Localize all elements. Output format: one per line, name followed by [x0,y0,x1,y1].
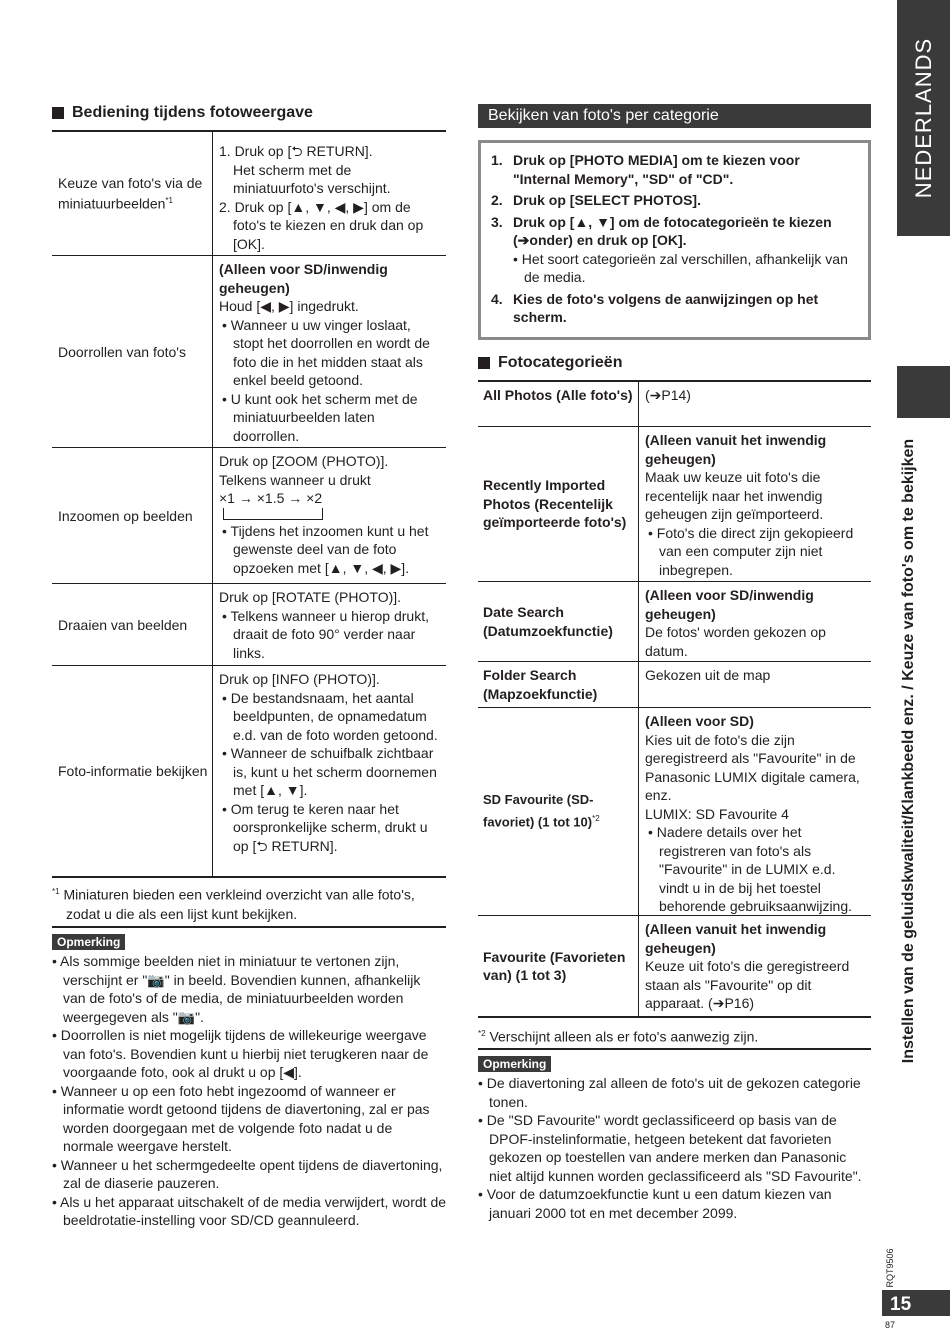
row-label: Keuze van foto's via de miniatuurbeelden$^{*1}$ [58,175,203,212]
model-code: RQT9506 [885,1248,895,1288]
chapter-title: Instellen van de geluidskwaliteit/Klankbeeld enz. / Keuze van foto's om te bekijken [900,438,917,1064]
list-item: • Wanneer u op een foto hebt ingezoomd of wanneer er informatie wordt getoond tijdens de diavertoning, zal er pas worden doorgegaan met de volgende foto nadat u de normale weergave herstelt. [52,1082,430,1154]
step-item: 4. Kies de foto's volgens de aanwijzingen op het scherm. [491,290,819,325]
zoom-sequence: ×1 → ×1.5 → ×2 [219,490,323,506]
table-row: Draaien van beelden Druk op [ROTATE (PHOTO)]. • Telkens wanneer u hierop drukt, draait de foto 90° verder naar links. [52,584,446,666]
step-item: 1. Druk op [PHOTO MEDIA] om te kiezen voor "Internal Memory", "SD" of "CD". [491,152,800,187]
row-label: Foto-informatie bekijken [58,763,208,779]
left-notes [52,952,446,1230]
left-heading: Bediening tijdens fotoweergave [52,104,313,122]
category-table [478,380,871,1018]
list-item: • Als u het apparaat uitschakelt of de media verwijdert, wordt de beeldrotatie-instelling voor SD/CD geannuleerd. [52,1193,447,1228]
square-bullet-icon [52,107,64,119]
footnote-2: $^{*2}$ Verschijnt alleen als er foto's aanwezig zijn. [478,1028,759,1045]
language-label: NEDERLANDS [910,37,936,199]
section-bar: Bekijken van foto's per categorie [478,104,871,128]
table-row: All Photos (Alle foto's) (➔P14) [478,382,871,427]
note-label: Opmerking [52,934,125,950]
category-heading: Fotocategorieën [478,354,622,372]
list-item: • De diavertoning zal alleen de foto's uit de gekozen categorie tonen. [478,1075,861,1110]
step-item: 2. Druk op [SELECT PHOTOS]. [491,192,701,208]
right-notes [478,1074,871,1222]
operation-table [52,130,446,878]
list-item: • Wanneer u het schermgedeelte opent tijdens de diavertoning, zal de diaserie pauzeren. [52,1156,443,1191]
row-label: Draaien van beelden [58,616,188,633]
table-row: Favourite (Favorieten van) (1 tot 3) (Alleen vanuit het inwendig geheugen) Keuze uit foto's die geregistreerd staan als "Favourite" op dit apparaat. (➔P16) [478,916,871,1018]
page-sub-number: 87 [885,1320,896,1330]
table-row: Doorrollen van foto's (Alleen voor SD/inwendig geheugen) Houd [◀, ▶] ingedrukt. • Wanneer u uw vinger loslaat, stopt het doorrollen en wordt de foto die in het midden staat als enkel beeld getoond. • U kunt ook het scherm met de miniatuurbeelden laten doorrollen. [52,256,446,448]
list-item: • Doorrollen is niet mogelijk tijdens de willekeurige weergave van foto's. Bovendien kunt u hierbij niet terugkeren naar de voorgaande foto, ook al drukt u op [◀]. [52,1027,429,1080]
table-row: Keuze van foto's via de miniatuurbeelden$^{*1}$ 1. Druk op [⮌ RETURN]. Het scherm met de miniatuurfoto's verschijnt. 2. Druk op [▲, ▼, ◀, ▶] om de foto's te kiezen en druk dan op [OK]. [52,132,446,256]
square-bullet-icon [478,357,490,369]
divider [52,926,446,928]
table-row: SD Favourite (SD-favoriet) (1 tot 10)$^{*2}$ (Alleen voor SD) Kies uit de foto's die zijn geregistreerd als "Favourite" in de Panasonic LUMIX digitale camera, enz. LUMIX: SD Favourite 4 • Nadere details over het registreren van foto's als "Favourite" in de LUMIX e.d. vindt u in de bij het toestel behorende gebruiksaanwijzing. [478,708,871,916]
table-row: Date Search (Datumzoekfunctie) (Alleen voor SD/inwendig geheugen) De fotos' worden gekozen op datum. [478,582,871,662]
list-item: • De "SD Favourite" wordt geclassificeerd op basis van de DPOF-instelinformatie, hetgeen betekent dat favorieten gekozen op toestellen van andere merken dan Panasonic niet altijd kunnen worden geclassificeerd als "SD Favourite". [478,1112,862,1184]
zoom-loop-arrow-icon [223,508,323,520]
divider [478,1048,871,1050]
step-item: 3. Druk op [▲, ▼] om de fotocategorieën te kiezen (➔onder) en druk op [OK]. • Het soort categorieën zal verschillen, afhankelijk van de media. [491,213,848,285]
page-number: 15 [882,1290,950,1316]
row-label: Doorrollen van foto's [58,343,186,360]
footnote-1: $^{*1}$ Miniaturen bieden een verkleind overzicht van alle foto's, zodat u die als een lijst kunt bekijken. [52,886,415,922]
table-row: Recently Imported Photos (Recentelijk geïmporteerde foto's) (Alleen vanuit het inwendig geheugen) Maak uw keuze uit foto's die recentelijk naar het inwendig geheugen zijn geïmporteerd. • Foto's die direct zijn gekopieerd van een computer zijn niet inbegrepen. [478,427,871,582]
list-item: • Als sommige beelden niet in miniatuur te vertonen zijn, verschijnt er "📷" in beeld. Bovendien kunnen, afhankelijk van de foto's of de media, de miniatuurbeelden worden weergegeven als "📷". [52,953,421,1025]
language-tab [897,0,950,236]
list-item: • Voor de datumzoekfunctie kunt u een datum kiezen van januari 2000 tot en met december 2099. [478,1186,832,1221]
row-label: Inzoomen op beelden [58,507,193,524]
steps-box [478,140,871,340]
chapter-marker [897,366,950,418]
table-row: Inzoomen op beelden Druk op [ZOOM (PHOTO)]. Telkens wanneer u drukt ×1 → ×1.5 → ×2 • Tijdens het inzoomen kunt u het gewenste deel van de foto opzoeken met [▲, ▼, ◀, ▶]. [52,448,446,584]
table-row: Foto-informatie bekijken Druk op [INFO (PHOTO)]. • De bestandsnaam, het aantal beeldpunten, de opnamedatum e.d. van de foto worden getoond. • Wanneer de schuifbalk zichtbaar is, kunt u het scherm doornemen met [▲, ▼]. • Om terug te keren naar het oorspronkelijke scherm, drukt u op [⮌ RETURN]. [52,666,446,878]
note-label: Opmerking [478,1056,551,1072]
table-row: Folder Search (Mapzoekfunctie) Gekozen uit de map [478,662,871,708]
